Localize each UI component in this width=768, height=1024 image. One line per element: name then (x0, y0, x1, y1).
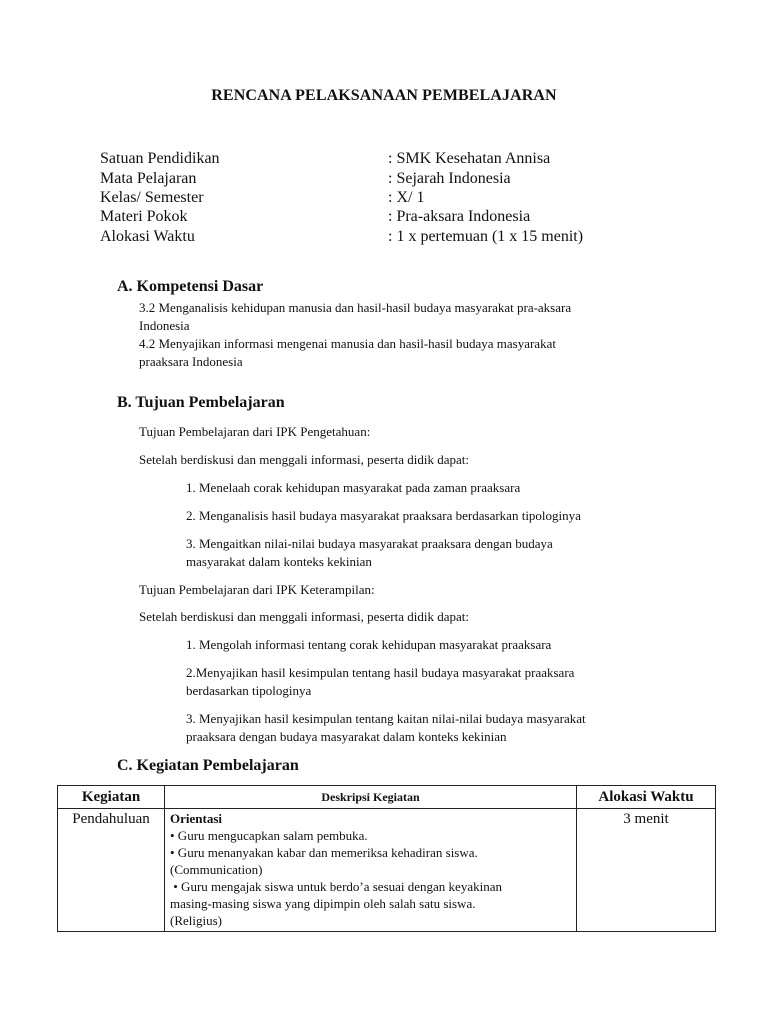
table-header-row (58, 786, 716, 809)
pengetahuan-item: masyarakat dalam konteks kekinian (186, 554, 372, 569)
identity-value-mapel: : Sejarah Indonesia (388, 170, 511, 187)
kd-line: 4.2 Menyajikan informasi mengenai manusia dan hasil-hasil budaya masyarakat (139, 336, 556, 351)
desc-line: • Guru mengucapkan salam pembuka. (170, 828, 368, 843)
pengetahuan-intro: Tujuan Pembelajaran dari IPK Pengetahuan: (139, 424, 371, 439)
kd-line: praaksara Indonesia (139, 354, 243, 369)
kd-line: Indonesia (139, 318, 190, 333)
table-row (58, 809, 716, 932)
identity-value-alokasi: : 1 x pertemuan (1 x 15 menit) (388, 228, 584, 245)
pengetahuan-item: 3. Mengaitkan nilai-nilai budaya masyarakat praaksara dengan budaya (186, 536, 553, 551)
desc-line: • Guru mengajak siswa untuk berdo’a sesuai dengan keyakinan (170, 879, 502, 894)
cell-alokasi: 3 menit (577, 809, 716, 932)
identity-value-satuan: : SMK Kesehatan Annisa (388, 150, 551, 167)
keterampilan-item: 1. Mengolah informasi tentang corak kehidupan masyarakat praaksara (186, 637, 552, 652)
identity-label-satuan: Satuan Pendidikan (100, 150, 220, 167)
keterampilan-item: 2.Menyajikan hasil kesimpulan tentang hasil budaya masyarakat praaksara (186, 665, 575, 680)
keterampilan-item: 3. Menyajikan hasil kesimpulan tentang kaitan nilai-nilai budaya masyarakat (186, 711, 586, 726)
desc-line: masing-masing siswa yang dipimpin oleh salah satu siswa. (170, 896, 476, 911)
pengetahuan-item: 1. Menelaah corak kehidupan masyarakat pada zaman praaksara (186, 480, 521, 495)
identity-value-materi: : Pra-aksara Indonesia (388, 208, 531, 225)
keterampilan-intro: Tujuan Pembelajaran dari IPK Keterampilan: (139, 582, 375, 597)
identity-label-mapel: Mata Pelajaran (100, 170, 197, 187)
identity-label-materi: Materi Pokok (100, 208, 188, 225)
keterampilan-lead: Setelah berdiskusi dan menggali informasi, peserta didik dapat: (139, 609, 469, 624)
identity-value-kelas: : X/ 1 (388, 189, 425, 206)
pengetahuan-lead: Setelah berdiskusi dan menggali informasi, peserta didik dapat: (139, 452, 469, 467)
identity-label-kelas: Kelas/ Semester (100, 189, 204, 206)
kd-line: 3.2 Menganalisis kehidupan manusia dan hasil-hasil budaya masyarakat pra-aksara (139, 300, 572, 315)
keterampilan-item: praaksara dengan budaya masyarakat dalam konteks kekinian (186, 729, 507, 744)
section-b-heading: B. Tujuan Pembelajaran (117, 394, 285, 411)
kegiatan-table (57, 785, 716, 932)
document-title: RENCANA PELAKSANAAN PEMBELAJARAN (211, 87, 557, 104)
cell-kegiatan: Pendahuluan (58, 809, 165, 932)
desc-line: (Religius) (170, 913, 222, 928)
desc-line: (Communication) (170, 862, 263, 877)
header-kegiatan: Kegiatan (58, 786, 165, 809)
identity-label-alokasi: Alokasi Waktu (100, 228, 195, 245)
header-alokasi: Alokasi Waktu (577, 786, 716, 809)
section-a-heading: A. Kompetensi Dasar (117, 278, 264, 295)
section-c-heading: C. Kegiatan Pembelajaran (117, 757, 299, 774)
header-deskripsi: Deskripsi Kegiatan (165, 786, 577, 809)
desc-heading: Orientasi (170, 811, 222, 826)
cell-deskripsi (165, 809, 577, 932)
pengetahuan-item: 2. Menganalisis hasil budaya masyarakat praaksara berdasarkan tipologinya (186, 508, 581, 523)
keterampilan-item: berdasarkan tipologinya (186, 683, 312, 698)
desc-line: • Guru menanyakan kabar dan memeriksa kehadiran siswa. (170, 845, 478, 860)
